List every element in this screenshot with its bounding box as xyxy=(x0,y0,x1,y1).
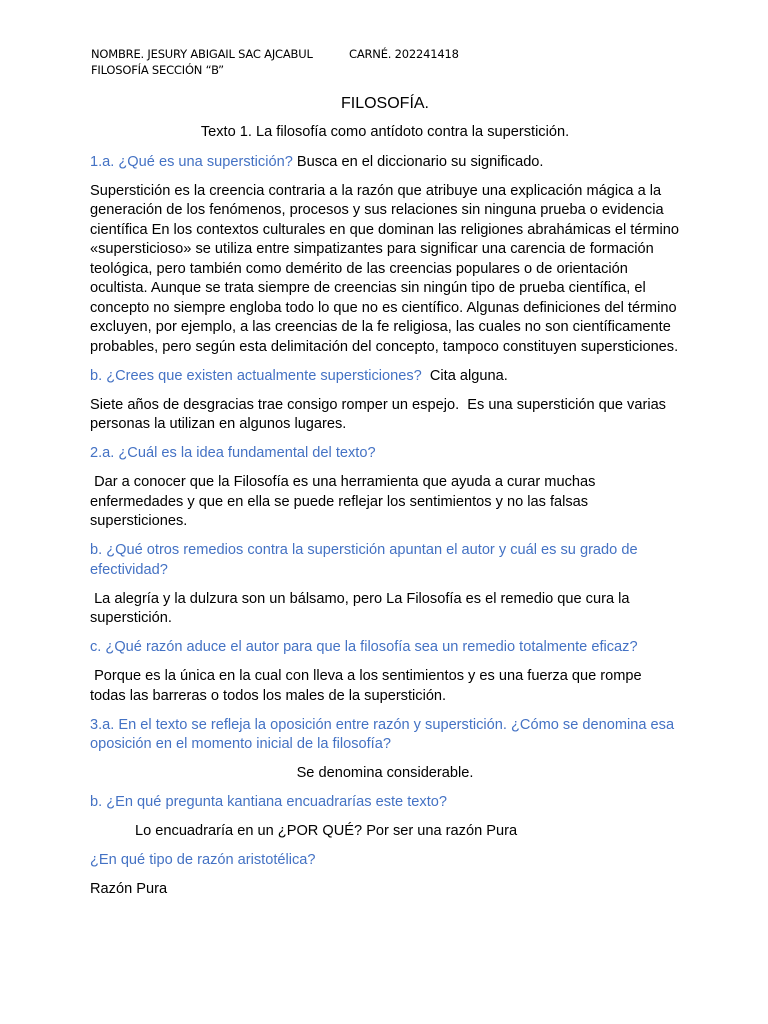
question-1b-instruction: Cita alguna. xyxy=(421,367,508,384)
question-2c: c. ¿Qué razón aduce el autor para que la filosofía sea un remedio totalmente eficaz? xyxy=(90,639,638,655)
document-body xyxy=(90,94,680,909)
course-section: FILOSOFÍA SECCIÓN “B” xyxy=(91,63,224,77)
answer-3a: Se denomina considerable. xyxy=(296,765,474,781)
text-subtitle: Texto 1. La filosofía como antídoto contra la superstición. xyxy=(200,124,570,140)
question-1a-instruction: Busca en el diccionario su significado. xyxy=(292,153,544,170)
answer-1b: Siete años de desgracias trae consigo romper un espejo. Es una superstición que varias personas la utilizan en algunos lugares. xyxy=(90,396,671,432)
question-1b-text: b. ¿Crees que existen actualmente supersticiones? xyxy=(90,367,422,384)
answer-3b: Lo encuadraría en un ¿POR QUÉ? Por ser una razón Pura xyxy=(135,823,518,839)
student-name: NOMBRE. JESURY ABIGAIL SAC AJCABUL xyxy=(91,47,313,61)
student-header xyxy=(91,46,459,78)
answer-2a: Dar a conocer que la Filosofía es una herramienta que ayuda a curar muchas enfermedades y que en ella se puede reflejar los sentimientos y no las falsas supersticiones. xyxy=(90,474,600,529)
answer-2b: La alegría y la dulzura son un bálsamo, pero La Filosofía es el remedio que cura la superstición. xyxy=(90,590,634,626)
answer-3c: Razón Pura xyxy=(90,881,168,897)
question-2b: b. ¿Qué otros remedios contra la superstición apuntan el autor y cuál es su grado de efectividad? xyxy=(90,542,638,578)
page-title: FILOSOFÍA. xyxy=(340,95,429,112)
question-3c: ¿En qué tipo de razón aristotélica? xyxy=(90,852,316,868)
question-1b xyxy=(90,367,680,387)
answer-1a: Superstición es la creencia contraria a la razón que atribuye una explicación mágica a la generación de los fenómenos, procesos y sus relaciones sin ninguna prueba o evidencia científica En los contextos culturales en que dominan las religiones abrahámicas el término «supersticioso» se utiliza entre simpatizantes para significar una carencia de formación teológica, pero también como demérito de las creencias populares o de orientación ocultista. Aunque se trata siempre de creencias sin ningún tipo de prueba científica, el concepto no siempre engloba todo lo que no es científico. Algunas definiciones del término excluyen, por ejemplo, a las creencias de la fe religiosa, las cuales no son científicamente probables, pero según esta delimitación del concepto, tampoco constituyen supersticiones. xyxy=(90,182,679,355)
answer-2c: Porque es la única en la cual con lleva a los sentimientos y es una fuerza que rompe todas las barreras o todos los males de la superstición. xyxy=(90,668,646,704)
question-3a: 3.a. En el texto se refleja la oposición entre razón y superstición. ¿Cómo se denomina esa oposición en el momento inicial de la filosofía? xyxy=(90,716,675,752)
student-id: CARNÉ. 202241418 xyxy=(349,47,459,61)
question-3b: b. ¿En qué pregunta kantiana encuadrarías este texto? xyxy=(90,794,447,810)
question-2a: 2.a. ¿Cuál es la idea fundamental del texto? xyxy=(90,445,376,461)
question-1a-text: 1.a. ¿Qué es una superstición? xyxy=(90,153,293,170)
question-1a xyxy=(90,153,680,173)
